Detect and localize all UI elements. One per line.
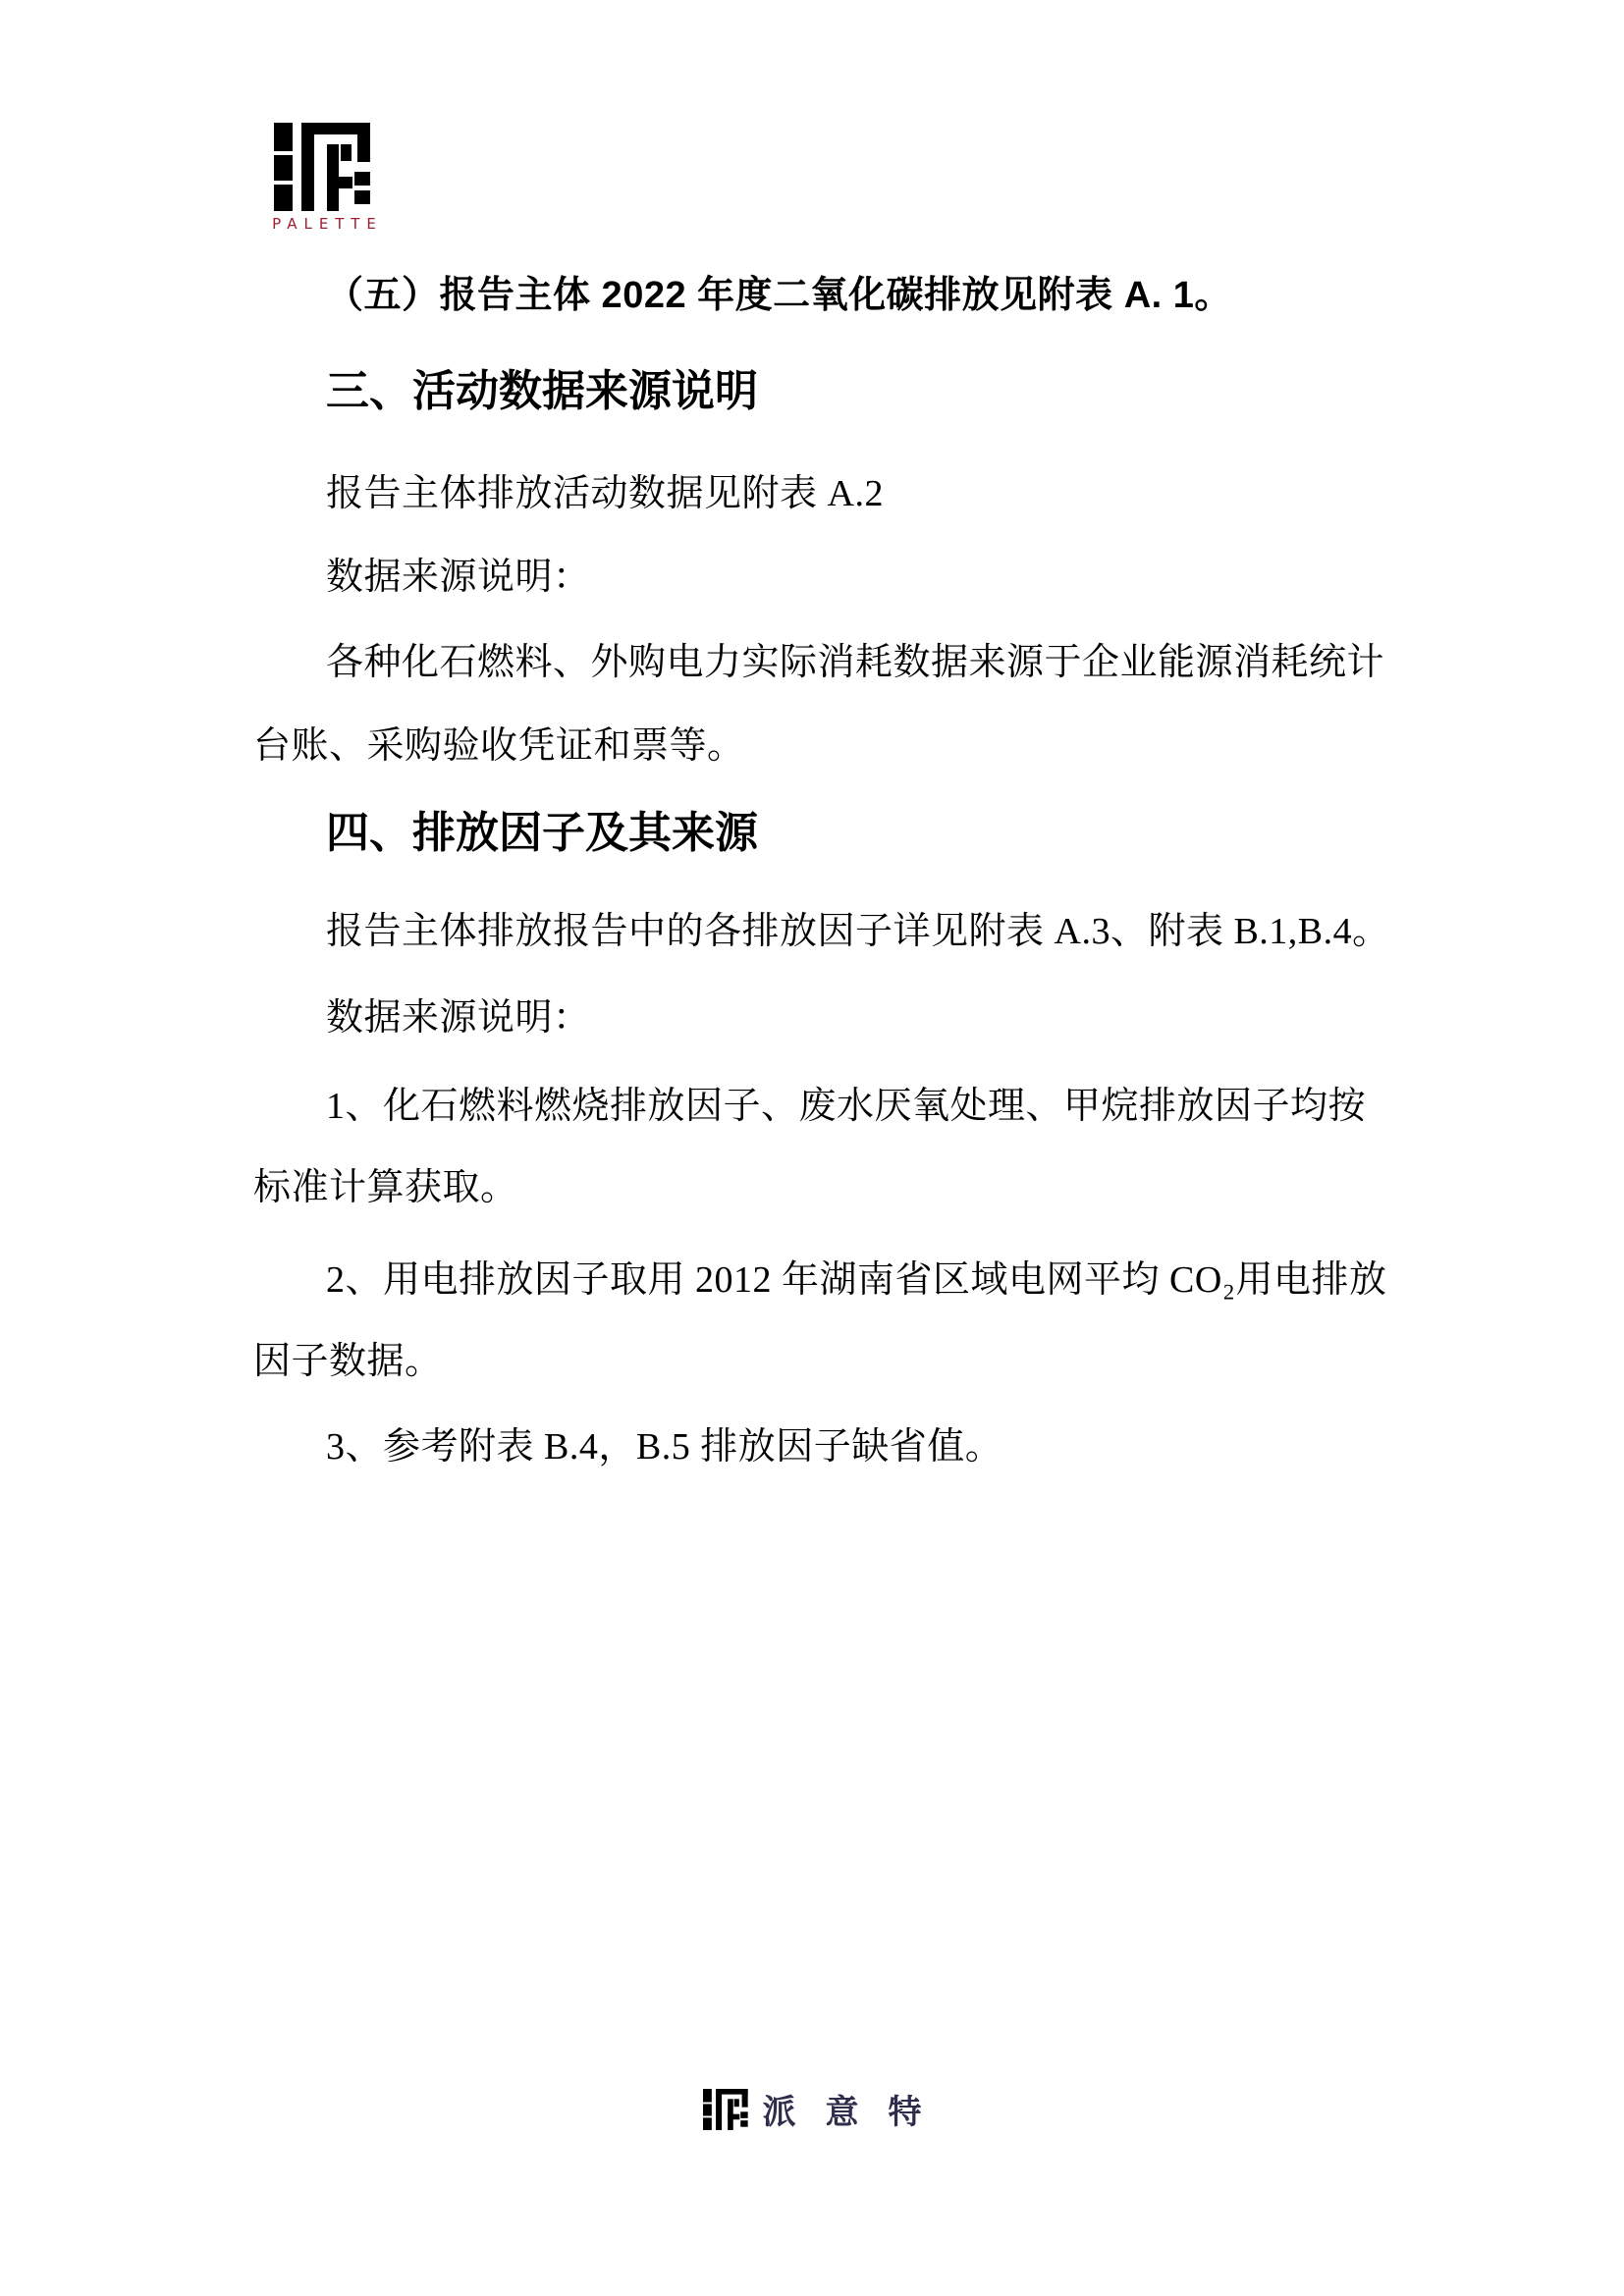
footer-brand bbox=[0, 2085, 1624, 2133]
footer-palette-logo-icon bbox=[703, 2089, 750, 2130]
paragraph-line: 数据来源说明： bbox=[326, 997, 591, 1039]
paragraph-line: 各种化石燃料、外购电力实际消耗数据来源于企业能源消耗统计 bbox=[326, 642, 1385, 683]
document-body bbox=[253, 0, 1392, 2296]
paragraph-line: 因子数据。 bbox=[253, 1341, 443, 1382]
paragraph-line: 数据来源说明： bbox=[326, 557, 591, 598]
paragraph-line: 台账、采购验收凭证和票等。 bbox=[253, 725, 745, 767]
paragraph-line: 标准计算获取。 bbox=[253, 1167, 518, 1208]
paragraph-line: 报告主体排放活动数据见附表 A.2 bbox=[326, 473, 884, 514]
section-heading-4: 四、排放因子及其来源 bbox=[326, 809, 758, 857]
brand-wordmark: PALETTE bbox=[272, 215, 383, 233]
paragraph-line: 1、化石燃料燃烧排放因子、废水厌氧处理、甲烷排放因子均按 bbox=[326, 1086, 1367, 1127]
footer-brand-text: 派意特 bbox=[762, 2094, 951, 2131]
subheading-line: （五）报告主体 2022 年度二氧化碳排放见附表 A. 1。 bbox=[326, 275, 1232, 316]
section-heading-3: 三、活动数据来源说明 bbox=[326, 367, 758, 415]
paragraph-line: 3、参考附表 B.4，B.5 排放因子缺省值。 bbox=[326, 1426, 1003, 1468]
paragraph-line: 2、用电排放因子取用 2012 年湖南省区域电网平均 CO₂用电排放 bbox=[326, 1259, 1387, 1301]
paragraph-line: 报告主体排放报告中的各排放因子详见附表 A.3、附表 B.1,B.4。 bbox=[326, 911, 1390, 952]
